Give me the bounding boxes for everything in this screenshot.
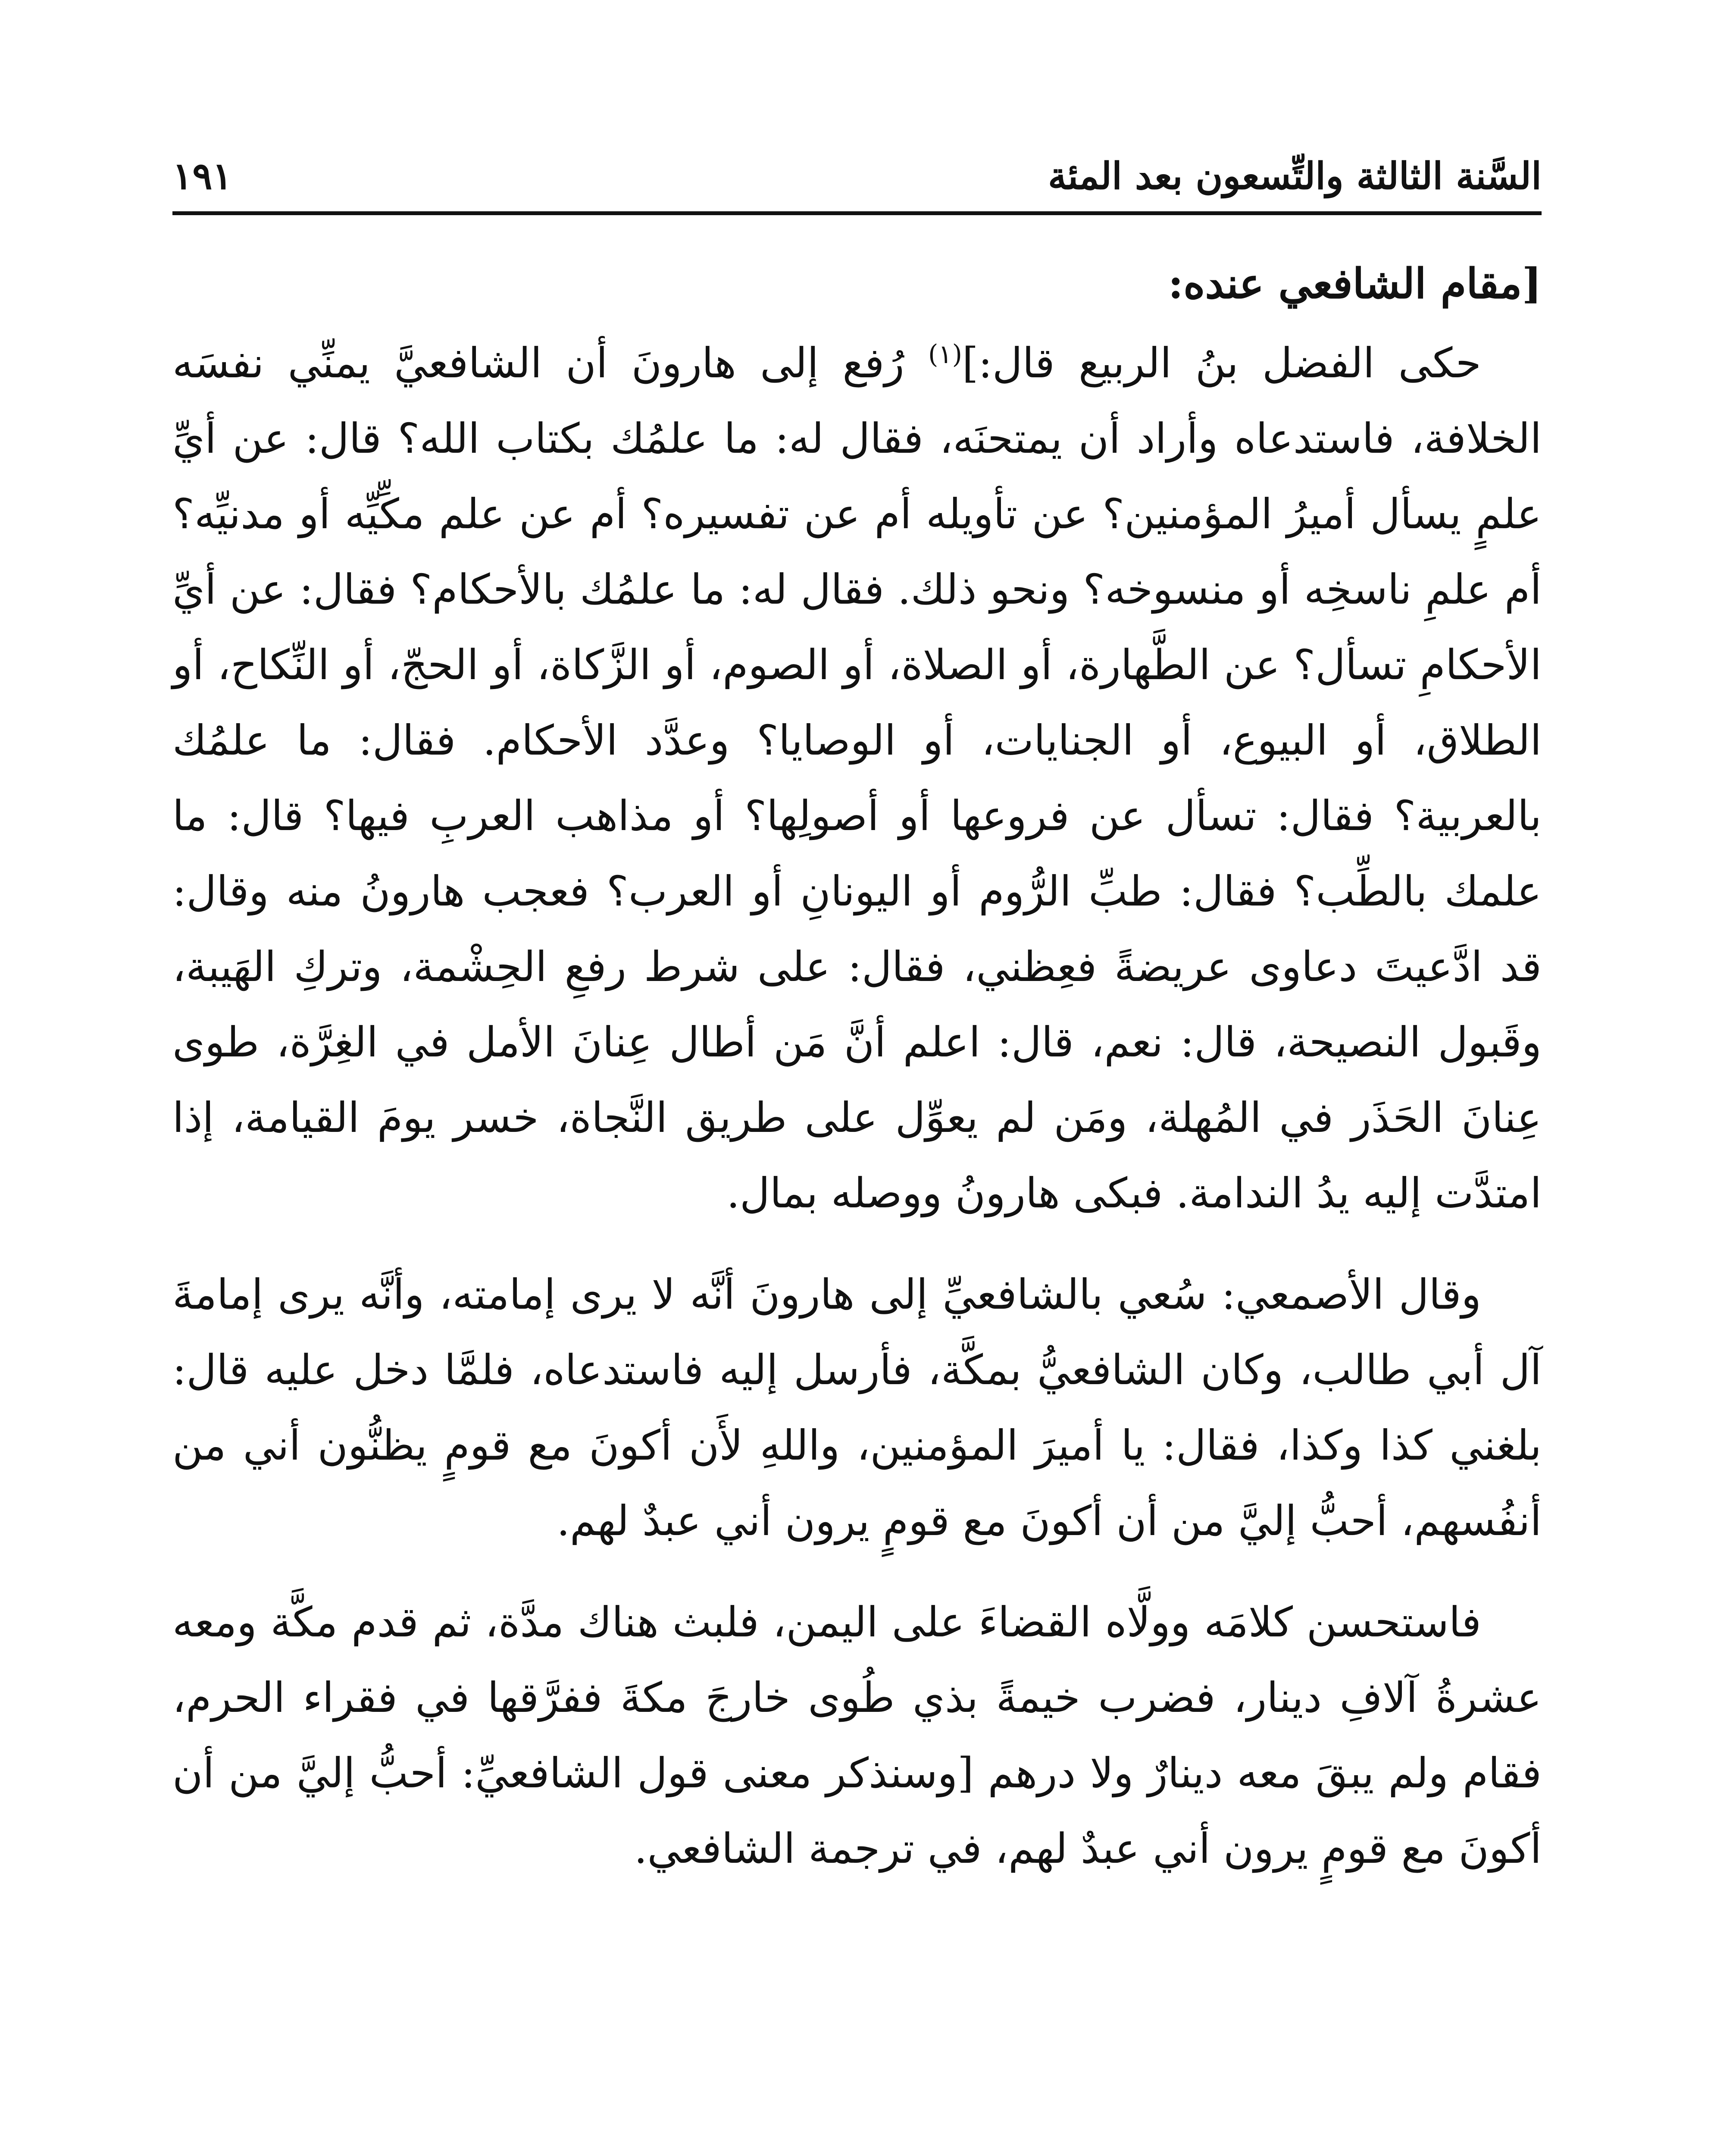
paragraph-3: فاستحسن كلامَه وولَّاه القضاءَ على اليمن، فلبث هناك مدَّة، ثم قدم مكَّة ومعه عشرةُ آلافِ دينار، فضرب خيمةً بذي طُوى خارجَ مكةَ ففرَّقها في فقراء الحرم، فقام ولم يبقَ معه دينارٌ ولا درهم [وسنذكر معنى قول الشافعيِّ: أحبُّ إليَّ من أن أكونَ مع قومٍ يرون أني عبدٌ لهم، في ترجمة الشافعي. [172,1598,1542,1873]
main-text [172,246,1542,1895]
paragraph-2: وقال الأصمعي: سُعي بالشافعيِّ إلى هارونَ أنَّه لا يرى إمامته، وأنَّه يرى إمامةَ آل أبي طالب، وكان الشافعيُّ بمكَّة، فأرسل إليه فاستدعاه، فلمَّا دخل عليه قال: بلغني كذا وكذا، فقال: يا أميرَ المؤمنين، واللهِ لأَن أكونَ مع قومٍ يظنُّون أني من أنفُسهم، أحبُّ إليَّ من أن أكونَ مع قومٍ يرون أني عبدٌ لهم. [172,1270,1542,1545]
page-number: ١٩١ [172,154,232,198]
section-heading: [مقام الشافعي عنده: [1168,259,1542,308]
footnote-reference-1: (١) [928,339,963,370]
paragraph-1-opening: حكى الفضل بنُ الربيع قال:] [962,339,1482,387]
header-rule [172,211,1542,215]
page-header [172,129,1542,198]
running-title: السَّنة الثالثة والتِّسعون بعد المئة [1048,154,1542,198]
paragraph-1 [172,326,1542,1231]
paragraph-1-text: رُفع إلى هارونَ أن الشافعيَّ يمنِّي نفسَه الخلافة، فاستدعاه وأراد أن يمتحنَه، فقال له: ما علمُك بكتاب الله؟ قال: عن أيِّ علمٍ يسأل أميرُ المؤمنين؟ عن تأويله أم عن تفسيره؟ أم عن علم مكِّيِّه أو مدنيِّه؟ أم علمِ ناسخِه أو منسوخه؟ ونحو ذلك. فقال له: ما علمُك بالأحكام؟ فقال: عن أيِّ الأحكامِ تسأل؟ عن الطَّهارة، أو الصلاة، أو الصوم، أو الزَّكاة، أو الحجّ، أو النِّكاح، أو الطلاق، أو البيوع، أو الجنايات، أو الوصايا؟ وعدَّد الأحكام. فقال: ما علمُك بالعربية؟ فقال: تسأل عن فروعها أو أصولِها؟ أو مذاهب العربِ فيها؟ قال: ما علمك بالطِّب؟ فقال: طبِّ الرُّوم أو اليونانِ أو العرب؟ فعجب هارونُ منه وقال: قد ادَّعيتَ دعاوى عريضةً فعِظني، فقال: على شرط رفعِ الحِشْمة، وتركِ الهَيبة، وقَبول النصيحة، قال: نعم، قال: اعلم أنَّ مَن أطال عِنانَ الأمل في الغِرَّة، طوى عِنانَ الحَذَر في المُهلة، ومَن لم يعوِّل على طريق النَّجاة، خسر يومَ القيامة، إذا امتدَّت إليه يدُ الندامة. فبكى هارونُ ووصله بمال. [172,339,1542,1217]
